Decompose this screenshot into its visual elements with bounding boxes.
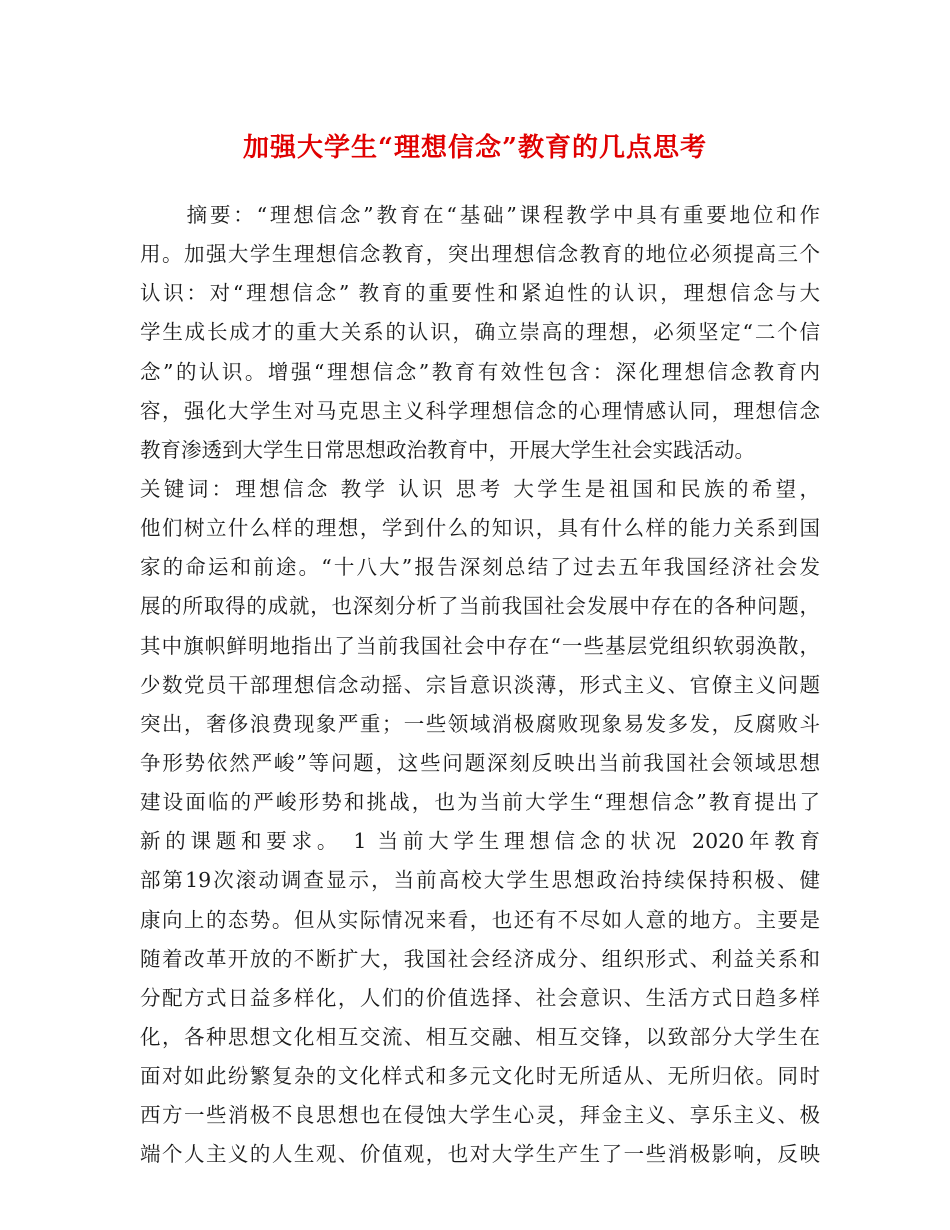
body-text-line: 随着改革开放的不断扩大，我国社会经济成分、组织形式、利益关系和	[140, 946, 820, 971]
body-text-line: 分配方式日益多样化，人们的价值选择、社会意识、生活方式日趋多样	[140, 985, 820, 1010]
body-text-line: 新的课题和要求。 1 当前大学生理想信念的状况 2020年教育	[140, 829, 820, 854]
body-text-line: 突出，奢侈浪费现象严重；一些领域消极腐败现象易发多发，反腐败斗	[140, 711, 820, 736]
document-title: 加强大学生“理想信念”教育的几点思考	[243, 133, 707, 163]
document-body	[140, 196, 820, 1175]
body-text-line: 西方一些消极不良思想也在侵蚀大学生心灵，拜金主义、享乐主义、极	[140, 1103, 820, 1128]
body-text-line: 用。加强大学生理想信念教育，突出理想信念教育的地位必须提高三个	[140, 242, 820, 267]
body-text-line: 认识：对“理想信念” 教育的重要性和紧迫性的认识，理想信念与大	[140, 281, 820, 306]
body-text-line: 家的命运和前途。“十八大”报告深刻总结了过去五年我国经济社会发	[140, 555, 820, 580]
body-text-line: 端个人主义的人生观、价值观，也对大学生产生了一些消极影响，反映	[140, 1142, 820, 1167]
body-text-line: 少数党员干部理想信念动摇、宗旨意识淡薄，形式主义、官僚主义问题	[140, 672, 820, 697]
body-text-line: 关键词：理想信念 教学 认识 思考 大学生是祖国和民族的希望，	[140, 476, 820, 501]
body-text-line: 其中旗帜鲜明地指出了当前我国社会中存在“一些基层党组织软弱涣散，	[140, 633, 820, 658]
body-text-line: 化，各种思想文化相互交流、相互交融、相互交锋，以致部分大学生在	[140, 1024, 820, 1049]
body-text-line: 他们树立什么样的理想，学到什么的知识，具有什么样的能力关系到国	[140, 516, 820, 541]
body-text-line: 摘要：“理想信念”教育在“基础”课程教学中具有重要地位和作	[140, 203, 820, 227]
body-text-line: 部第19次滚动调查显示，当前高校大学生思想政治持续保持积极、健	[140, 868, 820, 893]
body-text-line: 展的所取得的成就，也深刻分析了当前我国社会发展中存在的各种问题，	[140, 594, 820, 619]
body-text-line: 念”的认识。增强“理想信念”教育有效性包含：深化理想信念教育内	[140, 359, 820, 384]
body-text-line: 争形势依然严峻”等问题，这些问题深刻反映出当前我国社会领域思想	[140, 750, 820, 775]
body-text-line: 容，强化大学生对马克思主义科学理想信念的心理情感认同，理想信念	[140, 398, 820, 423]
body-text-line: 面对如此纷繁复杂的文化样式和多元文化时无所适从、无所归依。同时	[140, 1064, 820, 1089]
body-text-line: 学生成长成才的重大关系的认识，确立崇高的理想，必须坚定“二个信	[140, 320, 820, 345]
body-text-line: 教育渗透到大学生日常思想政治教育中，开展大学生社会实践活动。	[140, 437, 755, 462]
body-text-line: 康向上的态势。但从实际情况来看，也还有不尽如人意的地方。主要是	[140, 907, 820, 932]
body-text-line: 建设面临的严峻形势和挑战，也为当前大学生“理想信念”教育提出了	[140, 790, 820, 815]
